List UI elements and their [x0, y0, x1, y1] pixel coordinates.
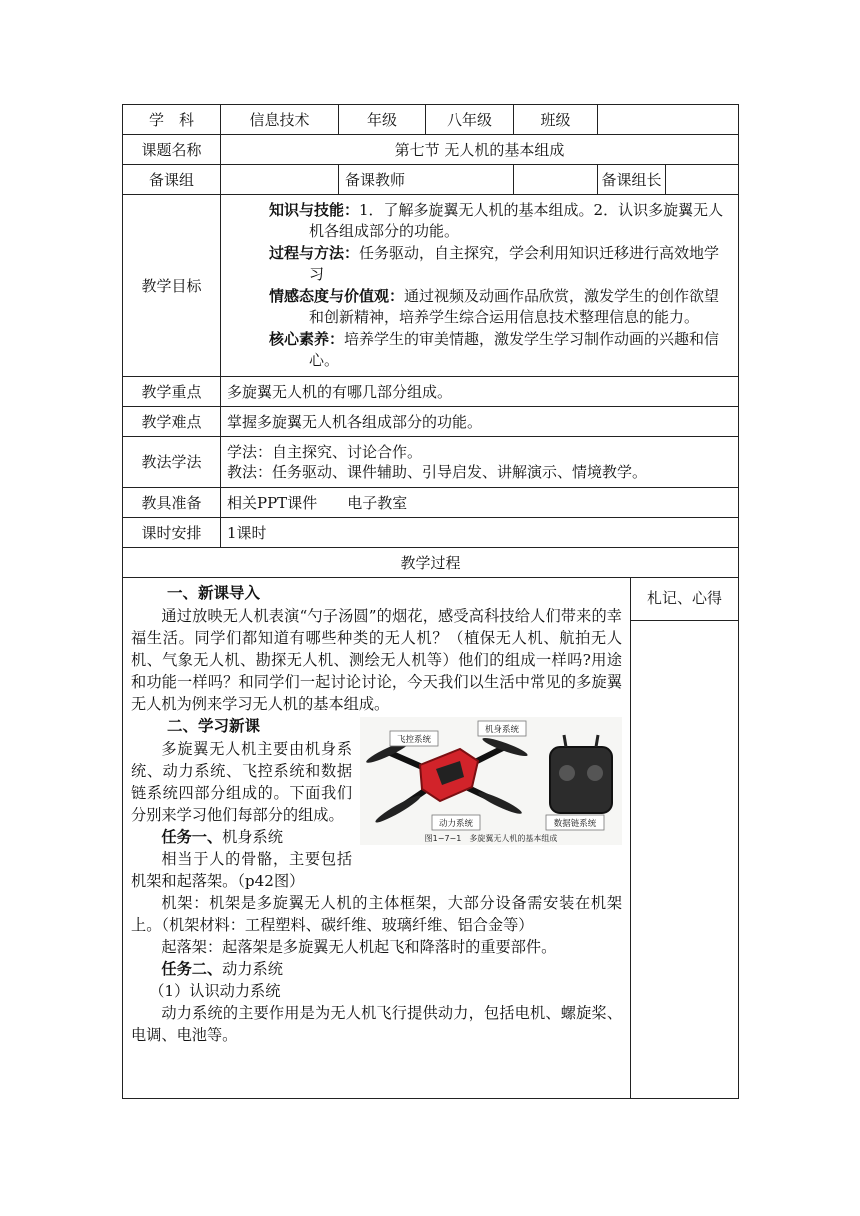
prep-teacher-text: 备课教师 [345, 170, 406, 189]
schedule-label: 课时安排 [123, 518, 221, 548]
difficulty-value: 掌握多旋翼无人机各组成部分的功能。 [221, 407, 739, 437]
task-one-text-1: 相当于人的骨骼，主要包括机架和起落架。（p42图） [131, 850, 352, 890]
figure-caption: 图1−7−1 多旋翼无人机的基本组成 [424, 834, 558, 843]
objective-core [269, 329, 732, 372]
section-intro-title: 一、新课导入 [167, 584, 261, 602]
grade-label: 年级 [339, 105, 426, 135]
prep-leader-label: 备课组长 [598, 165, 666, 195]
section-intro-text: 通过放映无人机表演“勺子汤圆”的烟花，感受高科技给人们带来的幸福生活。同学们都知道有哪些种类的无人机？（植保无人机、航拍无人机、气象无人机、勘探无人机、测绘无人机等）他们的组成一样吗?用途和功能一样吗？和同学们一起讨论讨论，今天我们以生活中常见的多旋翼无人机为例来学习无人机的基本组成。 [131, 607, 622, 713]
task-two-heading [131, 958, 622, 980]
objective-process-text: 任务驱动，自主探究，学会利用知识迁移进行高效地学习 [309, 243, 720, 283]
remote-antenna-left [564, 735, 566, 747]
label-link [546, 815, 604, 830]
objective-core-head: 核心素养： [269, 329, 345, 348]
remote-controller [550, 747, 612, 813]
objective-process-head: 过程与方法： [269, 243, 360, 262]
task-one-title: 机身系统 [222, 828, 283, 846]
process-header-row [123, 548, 739, 578]
prep-group-value [221, 165, 339, 195]
class-value [598, 105, 739, 135]
subject-value: 信息技术 [221, 105, 339, 135]
task-two-title: 动力系统 [222, 960, 283, 978]
process-content [123, 578, 631, 1099]
objective-knowledge [269, 200, 732, 243]
notes-divider [631, 620, 738, 621]
key-point-row [123, 377, 739, 407]
label-fc [390, 731, 438, 746]
drone-figure [360, 717, 622, 845]
label-fc-text: 飞控系统 [396, 735, 432, 745]
subject-label: 学 科 [123, 105, 221, 135]
prep-teacher-value [514, 165, 598, 195]
tools-value: 相关PPT课件 电子教室 [221, 488, 739, 518]
prep-group-label: 备课组 [123, 165, 221, 195]
tools-label: 教具准备 [123, 488, 221, 518]
topic-row [123, 135, 739, 165]
class-label: 班级 [514, 105, 598, 135]
remote-antenna-right [596, 735, 598, 747]
difficulty-row [123, 407, 739, 437]
methods-teach: 教法：任务驱动、课件辅助、引导启发、讲解演示、情境教学。 [227, 463, 648, 481]
objective-knowledge-text: 1．了解多旋翼无人机的基本组成。2．认识多旋翼无人机各组成部分的功能。 [309, 200, 724, 240]
prep-row [123, 165, 739, 195]
objective-attitude-head: 情感态度与价值观： [269, 286, 405, 305]
prep-leader-value [666, 165, 739, 195]
header-row [123, 105, 739, 135]
objective-knowledge-head: 知识与技能： [269, 200, 360, 219]
remote-left-stick [559, 765, 575, 781]
lesson-plan-table [122, 104, 739, 1099]
section-new-text: 多旋翼无人机主要由机身系统、动力系统、飞控系统和数据链系统四部分组成的。下面我们分别来学习他们每部分的组成。 [131, 740, 352, 824]
remote-right-stick [587, 765, 603, 781]
key-point-label: 教学重点 [123, 377, 221, 407]
objective-attitude [269, 286, 732, 329]
schedule-value: 1课时 [221, 518, 739, 548]
notes-label: 札记、心得 [647, 589, 723, 607]
task-one-head: 任务一、 [161, 828, 223, 846]
grade-value: 八年级 [426, 105, 514, 135]
label-body [478, 721, 526, 736]
label-power-text: 动力系统 [438, 819, 474, 829]
task-one-text-3: 起落架：起落架是多旋翼无人机起飞和降落时的重要部件。 [161, 938, 557, 956]
schedule-row [123, 518, 739, 548]
prep-teacher-label [339, 165, 514, 195]
objectives-content [221, 195, 739, 377]
methods-row [123, 437, 739, 488]
objectives-label: 教学目标 [123, 195, 221, 377]
methods-label: 教法学法 [123, 437, 221, 488]
objective-core-text: 培养学生的审美情趣，激发学生学习制作动画的兴趣和信心。 [309, 329, 720, 369]
methods-value [221, 437, 739, 488]
topic-value: 第七节 无人机的基本组成 [221, 135, 739, 165]
task-two-subheading: （1）认识动力系统 [149, 982, 281, 1000]
key-point-value: 多旋翼无人机的有哪几部分组成。 [221, 377, 739, 407]
objectives-row [123, 195, 739, 377]
difficulty-label: 教学难点 [123, 407, 221, 437]
label-link-text: 数据链系统 [553, 819, 597, 829]
notes-column [631, 578, 739, 1099]
objective-attitude-text: 通过视频及动画作品欣赏，激发学生的创作欲望和创新精神，培养学生综合运用信息技术整理信息的能力。 [309, 286, 720, 326]
process-row [123, 578, 739, 1099]
task-one-text-2: 机架：机架是多旋翼无人机的主体框架，大部分设备需安装在机架上。（机架材料：工程塑料、碳纤维、玻璃纤维、铝合金等） [131, 894, 622, 934]
task-two-head: 任务二、 [161, 960, 223, 978]
label-body-text: 机身系统 [484, 725, 520, 735]
process-header: 教学过程 [123, 548, 739, 578]
objective-process [269, 243, 732, 286]
section-new-title: 二、学习新课 [167, 717, 261, 735]
topic-label: 课题名称 [123, 135, 221, 165]
methods-study: 学法：自主探究、讨论合作。 [227, 443, 423, 461]
drone-illustration [360, 717, 622, 845]
label-power [432, 815, 480, 830]
task-two-text-1: 动力系统的主要作用是为无人机飞行提供动力，包括电机、螺旋桨、电调、电池等。 [131, 1004, 622, 1044]
tools-row [123, 488, 739, 518]
